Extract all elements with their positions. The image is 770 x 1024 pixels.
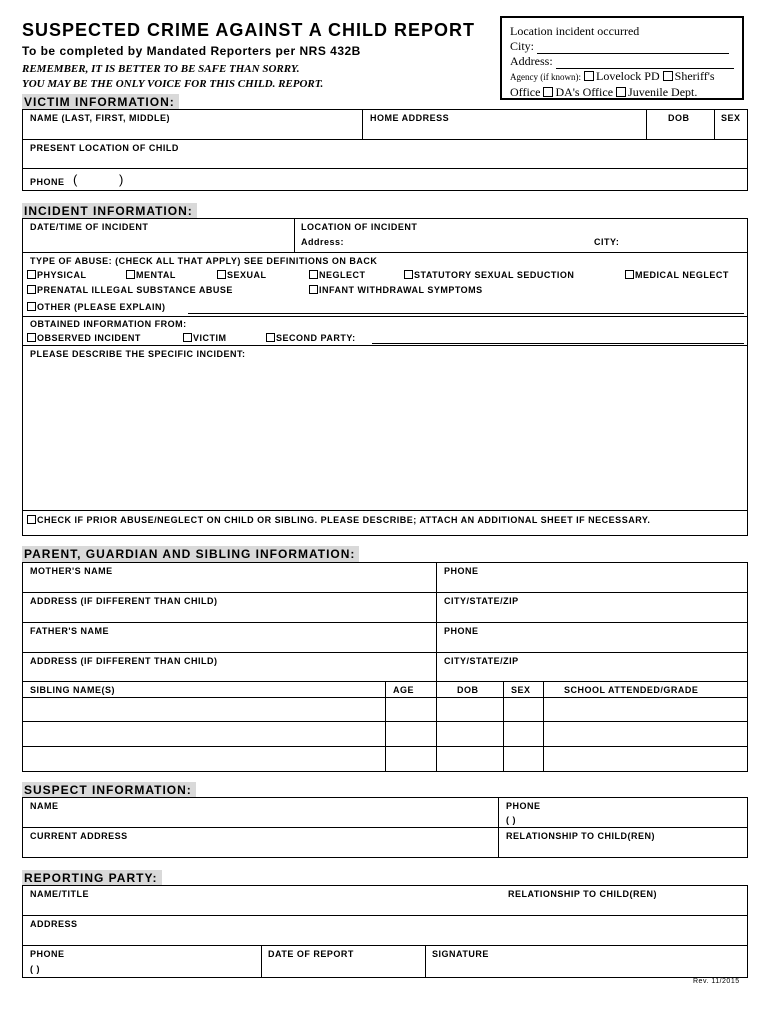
reporting-address-label: ADDRESS xyxy=(30,919,78,929)
mother-name-label: MOTHER'S NAME xyxy=(30,566,113,576)
reporting-name-label: NAME/TITLE xyxy=(30,889,89,899)
agency-label: Agency (if known): xyxy=(510,72,581,82)
physical-label: PHYSICAL xyxy=(37,270,87,280)
physical-checkbox[interactable] xyxy=(27,270,36,279)
agency-office-label: Office xyxy=(510,85,541,99)
victim-phone-close-paren: ) xyxy=(119,172,124,187)
mental-checkbox[interactable] xyxy=(126,270,135,279)
suspect-section-title: SUSPECT INFORMATION: xyxy=(22,782,196,798)
remember-line-2: YOU MAY BE THE ONLY VOICE FOR THIS CHILD. REPORT. xyxy=(22,78,324,90)
signature-label: SIGNATURE xyxy=(432,949,489,959)
incident-section-title: INCIDENT INFORMATION: xyxy=(22,203,197,219)
location-address-label: Address: xyxy=(510,54,553,68)
revision-note: Rev. 11/2015 xyxy=(693,978,740,985)
describe-area[interactable] xyxy=(24,362,746,508)
mother-address-label: ADDRESS (IF DIFFERENT THAN CHILD) xyxy=(30,596,218,606)
victim-phone-label: PHONE xyxy=(30,177,65,187)
abuse-type-label: TYPE OF ABUSE: (CHECK ALL THAT APPLY) SEE DEFINITIONS ON BACK xyxy=(30,256,378,266)
incident-datetime-label: DATE/TIME OF INCIDENT xyxy=(30,222,149,232)
sexual-label: SEXUAL xyxy=(227,270,267,280)
reporting-phone-parens: ( ) xyxy=(30,964,40,974)
victim-dob-label: DOB xyxy=(668,113,690,123)
other-abuse-checkbox[interactable] xyxy=(27,302,36,311)
reporting-phone-label: PHONE xyxy=(30,949,65,959)
agency-juvenile-checkbox[interactable] xyxy=(616,87,626,97)
sibling-school-header: SCHOOL ATTENDED/GRADE xyxy=(564,685,699,695)
prenatal-label: PRENATAL ILLEGAL SUBSTANCE ABUSE xyxy=(37,285,233,295)
form-subtitle: To be completed by Mandated Reporters per NRS 432B xyxy=(22,44,361,58)
sexual-checkbox[interactable] xyxy=(217,270,226,279)
obtained-label: OBTAINED INFORMATION FROM: xyxy=(30,319,187,329)
suspect-name-label: NAME xyxy=(30,801,59,811)
form-title: SUSPECTED CRIME AGAINST A CHILD REPORT xyxy=(22,20,476,40)
remember-line-1: REMEMBER, IT IS BETTER TO BE SAFE THAN SORRY. xyxy=(22,63,300,75)
reporting-relationship-label: RELATIONSHIP TO CHILD(REN) xyxy=(508,889,658,899)
mother-phone-label: PHONE xyxy=(444,566,479,576)
victim-home-address-label: HOME ADDRESS xyxy=(370,113,450,123)
victim-section-title: VICTIM INFORMATION: xyxy=(22,94,179,110)
victim-name-label: NAME (LAST, FIRST, MIDDLE) xyxy=(30,113,170,123)
prenatal-checkbox[interactable] xyxy=(27,285,36,294)
victim-phone-open-paren: ( xyxy=(73,172,78,187)
incident-address-label: Address: xyxy=(301,237,345,247)
infant-withdrawal-checkbox[interactable] xyxy=(309,285,318,294)
present-location-label: PRESENT LOCATION OF CHILD xyxy=(30,143,179,153)
suspect-phone-label: PHONE xyxy=(506,801,541,811)
sibling-dob-header: DOB xyxy=(457,685,479,695)
incident-location-label: LOCATION OF INCIDENT xyxy=(301,222,418,232)
suspect-relationship-label: RELATIONSHIP TO CHILD(REN) xyxy=(506,831,656,841)
statutory-checkbox[interactable] xyxy=(404,270,413,279)
father-name-label: FATHER'S NAME xyxy=(30,626,109,636)
observed-checkbox[interactable] xyxy=(27,333,36,342)
second-party-checkbox[interactable] xyxy=(266,333,275,342)
agency-da-checkbox[interactable] xyxy=(543,87,553,97)
second-party-label: SECOND PARTY: xyxy=(276,333,356,343)
neglect-checkbox[interactable] xyxy=(309,270,318,279)
suspect-address-label: CURRENT ADDRESS xyxy=(30,831,128,841)
parents-section-title: PARENT, GUARDIAN AND SIBLING INFORMATION: xyxy=(22,546,359,562)
location-city-label: City: xyxy=(510,39,535,53)
father-phone-label: PHONE xyxy=(444,626,479,636)
agency-lovelock-label: Lovelock PD xyxy=(595,69,660,83)
agency-sheriff-checkbox[interactable] xyxy=(663,71,673,81)
victim-source-checkbox[interactable] xyxy=(183,333,192,342)
suspect-phone-parens: ( ) xyxy=(506,815,516,825)
location-box-title: Location incident occurred xyxy=(510,24,640,38)
medical-neglect-label: MEDICAL NEGLECT xyxy=(635,270,729,280)
agency-lovelock-checkbox[interactable] xyxy=(584,71,594,81)
neglect-label: NEGLECT xyxy=(319,270,366,280)
describe-label: PLEASE DESCRIBE THE SPECIFIC INCIDENT: xyxy=(30,349,246,359)
medical-neglect-checkbox[interactable] xyxy=(625,270,634,279)
victim-sex-label: SEX xyxy=(721,113,741,123)
report-date-label: DATE OF REPORT xyxy=(268,949,354,959)
mental-label: MENTAL xyxy=(136,270,176,280)
statutory-label: STATUTORY SEXUAL SEDUCTION xyxy=(414,270,575,280)
sibling-name-header: SIBLING NAME(S) xyxy=(30,685,115,695)
location-box xyxy=(500,16,744,100)
sibling-age-header: AGE xyxy=(393,685,415,695)
other-abuse-label: OTHER (PLEASE EXPLAIN) xyxy=(37,302,166,312)
prior-abuse-label: CHECK IF PRIOR ABUSE/NEGLECT ON CHILD OR SIBLING. PLEASE DESCRIBE; ATTACH AN ADDITIONAL SHEET IF NECESSARY. xyxy=(37,515,651,525)
agency-juvenile-label: Juvenile Dept. xyxy=(628,85,698,99)
reporting-section-title: REPORTING PARTY: xyxy=(22,870,162,886)
father-address-label: ADDRESS (IF DIFFERENT THAN CHILD) xyxy=(30,656,218,666)
observed-label: OBSERVED INCIDENT xyxy=(37,333,141,343)
agency-da-label: DA's Office xyxy=(555,85,614,99)
infant-withdrawal-label: INFANT WITHDRAWAL SYMPTOMS xyxy=(319,285,483,295)
second-party-line[interactable] xyxy=(372,343,744,344)
father-city-label: CITY/STATE/ZIP xyxy=(444,656,519,666)
victim-source-label: VICTIM xyxy=(193,333,227,343)
prior-abuse-checkbox[interactable] xyxy=(27,515,36,524)
sibling-sex-header: SEX xyxy=(511,685,531,695)
mother-city-label: CITY/STATE/ZIP xyxy=(444,596,519,606)
agency-sheriff-label: Sheriff's xyxy=(674,69,715,83)
remember-note xyxy=(22,62,323,92)
other-abuse-line[interactable] xyxy=(188,313,744,314)
incident-city-label: CITY: xyxy=(594,237,620,247)
